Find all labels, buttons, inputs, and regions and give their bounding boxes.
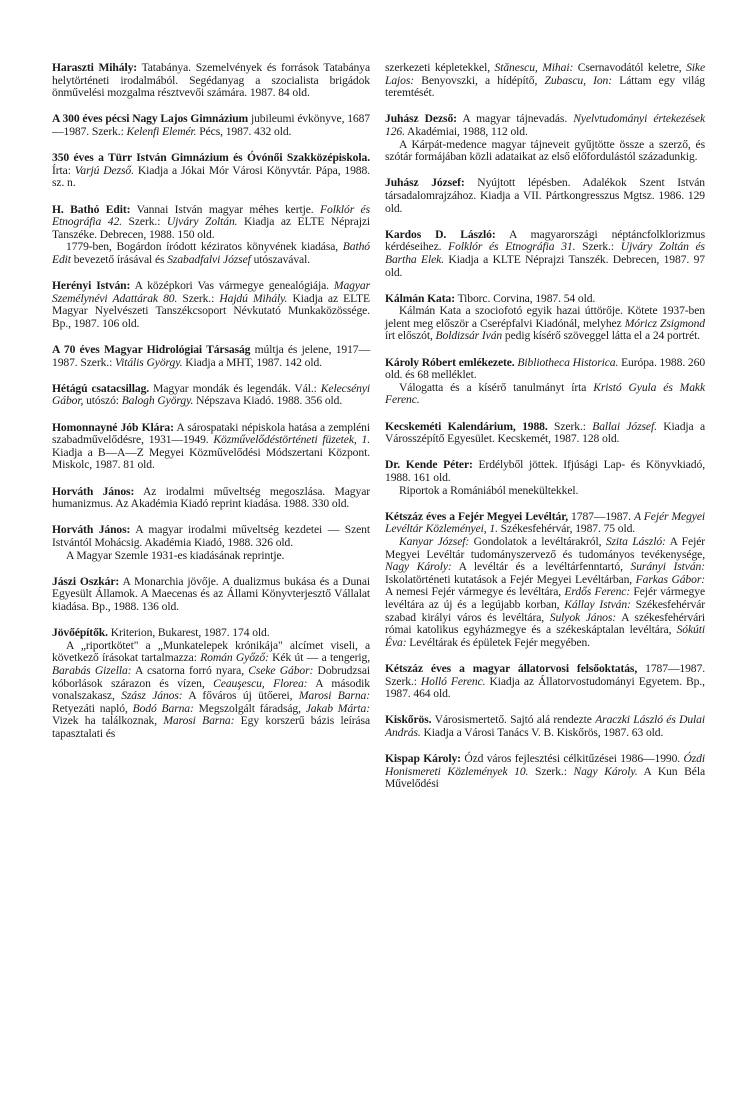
bibliography-entry [52,576,370,614]
italic-text: Farkas Gábor: [635,572,705,586]
entry-text: A magyar irodalmi műveltség kezdetei — Szent Istvántól Mohácsig. Akadémia Kiadó, 1988. 326 old. [52,523,370,549]
entry-annotation [52,640,370,741]
italic-text: Sókúti Éva: [385,623,705,649]
italic-text: Ballai József. [592,419,657,433]
entry-text: Szerk.: [121,215,167,229]
entry-text: Európa. 1988. 260 old. és 68 melléklet. [385,355,706,382]
entry-text: Kiadja a B—A—Z Megyei Közművelődési Módszertani Központ. Miskolc, 1987. 81 old. [52,445,370,472]
italic-text: Ózdi Honismereti Közlemények 10. [385,752,705,778]
entry-text: Székesfehérvár szabad királyi város és levéltára, [385,597,705,624]
entry-text: Népszava Kiadó. 1988. 356 old. [193,394,343,408]
italic-text: Balogh György. [121,394,194,408]
entry-heading: Jövőépítők. [52,626,108,640]
entry-heading: Kecskeméti Kalendárium, 1988. [385,419,548,433]
entry-heading: Haraszti Mihály: [52,61,138,74]
italic-text: Szita László: [605,534,666,548]
entry-text: A nemesi Fejér vármegye és levéltára, [385,585,565,599]
bibliography-entry [52,524,370,562]
entry-heading: Horváth János: [52,484,135,498]
entry-text: Magyar mondák és legendák. Vál.: [149,381,321,395]
entry-text: Kiadja a KLTE Néprajzi Tanszék. Debrecen, 1987. 97 old. [385,252,705,279]
entry-text: Dobrudzsai kóborlások szárazon és vízen, [52,663,370,690]
entry-text: A magyarországi néptáncfolklorizmus kérdéseihez. [385,227,706,254]
entry-heading: A 300 éves pécsi Nagy Lajos Gimnázium [52,112,249,126]
bibliography-entry [385,511,705,650]
bibliography-entry [52,627,370,740]
italic-text: Sulyok János: [549,610,617,624]
entry-text: Szerk.: [547,419,593,433]
italic-text: Ceauşescu, Florea: [213,676,308,690]
entry-text: Szerk.: [528,764,574,778]
entry-text: Kiadja a Városi Tanács V. B. Kiskőrös, 1987. 63 old. [420,725,664,739]
entry-text: A csatorna forró nyara, [131,663,249,677]
entry-citation [52,113,370,138]
entry-text: Levéltárak és épületek Fejér megyében. [406,635,590,649]
entry-annotation [385,139,705,164]
entry-text: 1787—1987. [568,509,634,523]
entry-heading: Jászi Oszkár: [52,574,120,588]
italic-text: Nyelvtudományi értekezések 126. [385,112,705,138]
entry-citation [385,357,705,382]
bibliography-entry [385,714,705,739]
bibliography-entry [385,357,705,407]
entry-text: Tatabánya. Szemelvények és források Tatabánya helytörténeti irodalmából. Segédanyag a szocialista brigádok önművelési mozgalma résztvevői számára. 1987. 84 old. [52,61,370,100]
bibliography-entry [52,204,370,267]
entry-text: Nyújtott lépésben. Adalékok Szent István társadalomrajzához. Kiadja a VII. Pártkongresszus Mgtsz. 1986. 129 old. [385,176,706,215]
italic-text: Kelecsényi Gábor, [52,381,371,408]
bibliography-entry [52,344,370,369]
entry-text: Kiadja az ELTE Néprajzi Tanszéke. Debrecen, 1988. 150 old. [52,215,371,241]
italic-text: Marosi Barna: [298,689,370,703]
entry-heading: Károly Róbert emlékezete. [385,355,515,369]
entry-heading: A 70 éves Magyar Hidrológiai Társaság [52,343,251,357]
entry-text: Kiadja a Jókai Mór Városi Könyvtár. Pápa, 1988. sz. n. [52,163,371,190]
entry-annotation [52,241,370,266]
entry-text: 1787—1987. Szerk.: [385,661,705,688]
entry-text: bevezető írásával és [70,252,168,266]
entry-heading: 350 éves a Türr István Gimnázium és Óvónői Szakközépiskola. [52,151,370,165]
bibliography-entry [52,422,370,472]
entry-text: Gondolatok a levéltárakról, [469,534,606,548]
entry-heading: Kálmán Kata: [385,291,455,305]
entry-text: Kék út — a tengerig, [268,651,370,665]
bibliography-entry [385,62,705,100]
entry-text: Szerk.: [575,240,621,254]
entry-text: Tiborc. Corvina, 1987. 54 old. [454,291,596,305]
entry-citation [385,714,705,739]
entry-text: Erdélyből jöttek. Ifjúsági Lap- és Könyvkiadó, 1988. 161 old. [385,458,705,484]
entry-annotation [385,305,705,343]
entry-text: Székesfehérvár, 1987. 75 old. [497,522,636,536]
italic-text: A Fejér Megyei Levéltár Közleményei, 1. [385,509,705,536]
entry-citation [385,177,705,215]
entry-text: A székesfehérvári római katolikus egyházmegye és a székeskáptalan levéltára, [385,610,705,637]
entry-text: 1779-ben, Bogárdon íródott kéziratos könyvének kiadása, [66,240,343,254]
italic-text: Bathó Edit [52,240,370,266]
entry-text: Kiadja a MHT, 1987. 142 old. [182,355,322,369]
entry-text: írt előszót, [385,329,436,343]
entry-text: A Magyar Szemle 1931-es kiadásának reprintje. [66,548,285,562]
entry-text: Iskolatörténeti kutatások a Fejér Megyei Levéltárban, [385,572,636,586]
bibliography-entry [52,152,370,190]
entry-citation [385,113,705,138]
entry-citation [52,204,370,242]
bibliography-entry [385,113,705,163]
entry-text: Kiadja az ELTE Magyar Nyelvészeti Tanszékcsoport Névkutató Munkaközössége. Bp., 1987. 106 old. [52,291,370,330]
entry-text: Városismertető. Sajtó alá rendezte [431,713,596,727]
entry-text: Retyezáti napló, [52,701,133,715]
italic-text: Varjú Dezső. [74,163,134,177]
entry-text: jubileumi évkönyve, 1687—1987. Szerk.: [52,112,370,138]
italic-text: Kelenfi Elemér. [126,124,197,138]
entry-text: múltja és jelene, 1917—1987. Szerk.: [52,343,370,369]
entry-citation [385,663,705,701]
entry-text: utószó: [83,394,122,408]
italic-text: Nagy Károly. [573,764,638,778]
entry-citation [52,383,370,408]
entry-text: A Kun Béla Művelődési [385,764,705,791]
entry-citation [385,459,705,484]
italic-text: Kállay István: [564,597,631,611]
entry-text: Akadémiai, 1988, 112 old. [404,124,528,138]
entry-text: Szerk.: [177,291,220,305]
entry-text: A Fejér Megyei Levéltár tudományszervező és tudományos tevékenysége, [385,534,706,561]
bibliography-entry [52,62,370,100]
bibliography-entry [385,663,705,701]
entry-text: A levéltár és a levéltárfenntartó, [451,560,631,574]
bibliography-entry [385,229,705,279]
bibliography-entry [52,486,370,511]
italic-text: Bibliotheca Historica. [517,355,619,369]
entry-text: Kiadja az Állatorvostudományi Egyetem. Bp., 1987. 464 old. [385,674,705,701]
bibliography-entry [52,383,370,408]
bibliography-entry [385,177,705,215]
entry-heading: Hétágú csatacsillag. [52,381,150,395]
italic-text: Szász János: [121,689,183,703]
italic-text: Hajdú Mihály. [219,291,288,305]
italic-text: Bodó Barna: [132,701,194,715]
italic-text: Sike Lajos: [385,61,705,87]
entry-text: Csernavodától keletre, [573,61,687,74]
entry-citation [385,753,705,791]
italic-text: Kristó Gyula és Makk Ferenc. [385,380,706,407]
italic-text: Ujváry Zoltán. [166,215,238,229]
entry-text: Vannai István magyar méhes kertje. [130,202,321,216]
entry-text: A Monarchia jövője. A dualizmus bukása és a Dunai Egyesült Államok. A Maecenas és az Állami Könyvterjesztő Vállalat kiadása. Bp., 1988. 136 old. [52,574,371,613]
italic-text: Vitális György. [115,355,183,369]
entry-text: pedig kísérő szöveggel látta el a 24 portrét. [502,329,701,343]
italic-text: Cseke Gábor: [248,663,314,677]
italic-text: Surányi István: [630,560,705,574]
entry-citation [385,511,705,536]
entry-text: Vizek ha találkoznak, [52,714,164,728]
entry-heading: Kétszáz éves a Fejér Megyei Levéltár, [385,509,568,523]
italic-text: Kanyar József: [399,534,470,548]
bibliography-entry [385,753,705,791]
entry-text: Válogatta és a kísérő tanulmányt írta [399,380,594,394]
entry-text: Megszolgált fáradság, [193,701,306,715]
entry-heading: Horváth János: [52,523,131,537]
entry-citation [52,486,370,511]
italic-text: Araczki László és Dulai András. [385,713,705,739]
bibliography-entry [52,113,370,138]
entry-text: Kálmán Kata a szociofotó egyik hazai úttörője. Kötete 1937-ben jelent meg először a Cserépfalvi Kiadónál, melyhez [385,304,705,330]
entry-text: szerkezeti képletekkel, [385,61,495,74]
entry-text: Az irodalmi műveltség megoszlása. Magyar humanizmus. Az Akadémia Kiadó reprint kiadása. 1988. 330 old. [52,484,370,511]
entry-text: A második vonalszakasz, [52,676,371,703]
entry-text: A középkori Vas vármegye genealógiája. [130,279,334,293]
entry-annotation [385,536,705,649]
entry-citation [52,524,370,549]
entry-text: Fejér vármegye levéltára az új és a legújabb korban, [385,585,705,611]
entry-heading: H. Bathó Edit: [52,202,131,216]
italic-text: Román Győző: [200,651,269,665]
italic-text: Jakab Márta: [305,701,371,715]
italic-text: Zubascu, Ion: [544,73,613,87]
entry-heading: Kispap Károly: [385,752,461,766]
entry-heading: Dr. Kende Péter: [385,458,473,472]
entry-citation [385,229,705,279]
entry-text: A „riportkötet" a „Munkatelepek krónikája" alcímet viseli, a következő írásokat tartalmazza: [52,638,370,665]
entry-heading: Homonnayné Jób Klára: [52,420,174,434]
entry-citation [52,62,370,100]
entry-text: Pécs, 1987. 432 old. [196,124,292,138]
entry-heading: Herényi István: [52,279,131,293]
entry-heading: Juhász Dezső: [385,112,457,126]
bibliography-entry [52,280,370,330]
bibliography-entry [385,459,705,497]
italic-text: Folklór és Etnográfia 31. [448,240,576,254]
entry-text: Benyovszki, a hídépítő, [414,73,545,87]
italic-text: Közművelődéstörténeti füzetek, 1. [213,433,370,447]
entry-text: A főváros új ütőerei, [182,689,299,703]
italic-text: Szabadfalvi József [167,252,251,266]
entry-text: utószavával. [250,252,310,266]
entry-citation [52,576,370,614]
italic-text: Móricz Zsigmond [624,316,705,330]
entry-heading: Kardos D. László: [385,227,496,241]
entry-text: Kriterion, Bukarest, 1987. 174 old. [107,626,270,640]
entry-citation [385,421,705,446]
entry-annotation [52,550,370,563]
entry-citation [52,344,370,369]
entry-text: Írta: [52,163,75,177]
italic-text: Stănescu, Mihai: [494,61,574,74]
right-column [385,62,705,804]
italic-text: Folklór és Etnográfia 42. [52,202,371,229]
entry-text: Láttam egy világ teremtését. [385,73,706,100]
entry-heading: Juhász József: [385,176,465,190]
entry-heading: Kétszáz éves a magyar állatorvosi felsőoktatás, [385,661,638,675]
entry-text: Ózd város fejlesztési célkitűzései 1986—1990. [460,752,684,766]
entry-text: A sárospataki népiskola hatása a zempléni szabadművelődésre, 1931—1949. [52,420,370,447]
entry-text: Kiadja a Városszépítő Egyesület. Kecskemét, 1987. 128 old. [385,419,705,446]
entry-citation [385,62,705,100]
entry-annotation [385,382,705,407]
entry-heading: Kiskőrös. [385,713,432,727]
bibliography-entry [385,293,705,343]
italic-text: Boldizsár Iván [435,329,503,343]
italic-text: Holló Ferenc. [420,674,486,688]
entry-citation [52,280,370,330]
italic-text: Erdős Ferenc: [564,585,631,599]
entry-text: A Kárpát-medence magyar tájneveit gyűjtötte össze a szerző, és szótár formájában közli adataikat az első előfordulástól századunkig. [385,137,705,164]
left-column [52,62,370,754]
italic-text: Nagy Károly: [385,560,452,574]
entry-text: Riportok a Romániából menekültekkel. [399,483,579,497]
italic-text: Marosi Barna: [163,714,235,728]
entry-annotation [385,485,705,498]
italic-text: Magyar Személynévi Adattárak 80. [52,279,370,305]
italic-text: Barabás Gizella: [52,663,132,677]
italic-text: Ujváry Zoltán és Bartha Elek. [385,240,705,266]
entry-citation [52,152,370,190]
entry-text: Egy korszerű bázis leírása tapasztalati és [52,714,370,740]
entry-text: A magyar tájnevadás. [456,112,574,126]
entry-citation [52,422,370,472]
bibliography-entry [385,421,705,446]
